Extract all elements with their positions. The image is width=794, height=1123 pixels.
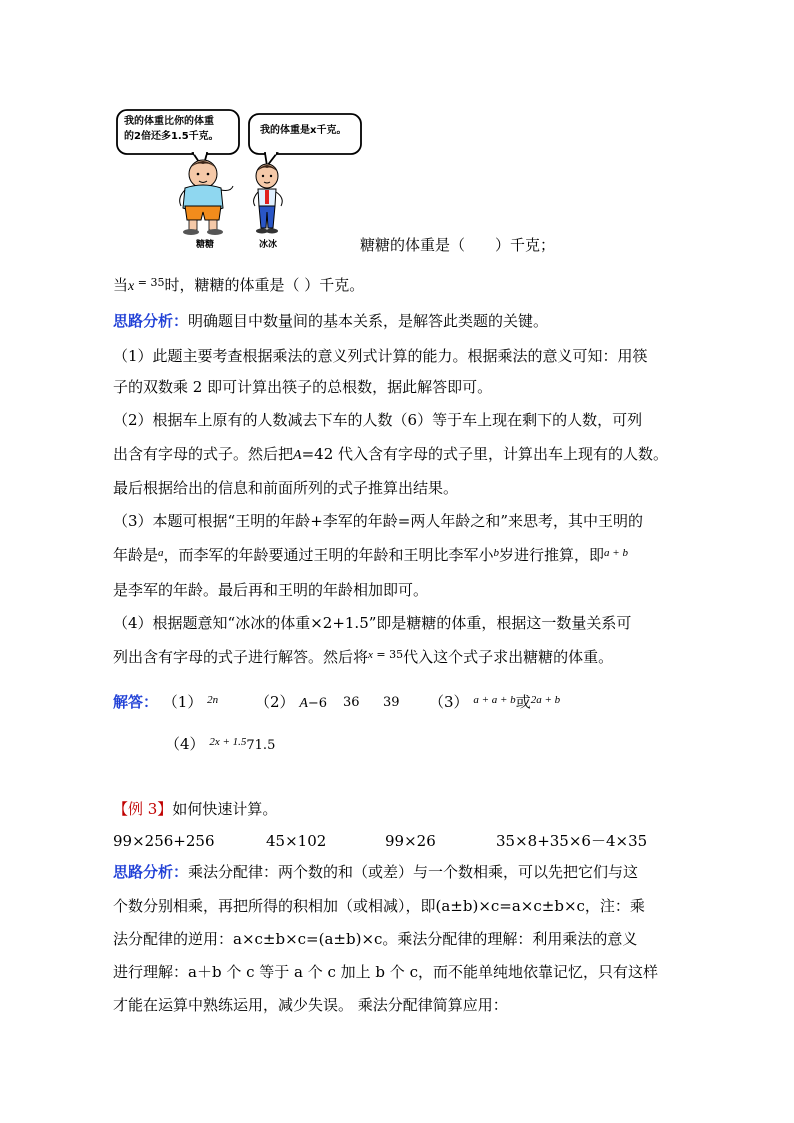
answer-2-value-2: 39 <box>383 695 400 710</box>
analysis-p3-line3: 是李军的年龄。最后再和王明的年龄相加即可。 <box>113 581 429 599</box>
analysis-heading: 思路分析：明确题目中数量间的基本关系，是解答此类题的关键。 <box>113 312 549 330</box>
example-3-analysis-line3: 法分配律的逆用：a×c±b×c=(a±b)×c。乘法分配律的理解：利用乘法的意义 <box>113 930 638 948</box>
name-label-tangtang: 糖糖 <box>196 240 215 250</box>
analysis-p1-line1: （1）此题主要考查根据乘法的意义列式计算的能力。根据乘法的意义可知：用筷 <box>113 347 648 365</box>
example-3-calc-4: 35×8+35×6－4×35 <box>496 832 648 850</box>
answer-3: （3） $^{a + a + b}$或$^{2a + b}$ <box>429 693 561 711</box>
example-3-calc-3: 99×26 <box>385 832 436 850</box>
question-line-2: 当x = $^{35}$时，糖糖的体重是（ ）千克。 <box>113 276 365 294</box>
analysis-p4-line1: （4）根据题意知“冰冰的体重×2+1.5”即是糖糖的体重，根据这一数量关系可 <box>113 614 632 632</box>
analysis-p3-line2: 年龄是$^a$，而李军的年龄要通过王明的年龄和王明比李军小$^b$岁进行推算，即$^{a + b}$ <box>113 546 628 564</box>
analysis-p4-line2: 列出含有字母的式子进行解答。然后将$^x$ = $^{35}$代入这个式子求出糖糖的体重。 <box>113 648 614 666</box>
answer-line-1: 解答： （1） $^{2n}$ <box>113 693 219 711</box>
analysis-p3-line1: （3）本题可根据“王明的年龄+李军的年龄=两人年龄之和”来思考，其中王明的 <box>113 512 644 530</box>
answer-2: （2） A−6 <box>255 693 328 711</box>
example-3-analysis-line4: 进行理解：a＋b 个 c 等于 a 个 c 加上 b 个 c，而不能单纯地依靠记忆，只有这样 <box>113 963 658 981</box>
name-label-bingbing: 冰冰 <box>259 240 278 250</box>
bubble-right-text: 我的体重是x千克。 <box>260 125 347 136</box>
example-3-calc-1: 99×256+256 <box>113 832 215 850</box>
bubble-left-text: 我的体重比你的体重 的2倍还多1.5千克。 <box>124 116 219 142</box>
boy-tangtang <box>180 160 233 235</box>
analysis-p2-line3: 最后根据给出的信息和前面所列的式子推算出结果。 <box>113 479 459 497</box>
example-3-title: 【例 3】如何快速计算。 <box>113 800 278 818</box>
example-3-analysis-line5: 才能在运算中熟练运用，减少失误。 乘法分配律简算应用： <box>113 996 508 1014</box>
analysis-p2-line1: （2）根据车上原有的人数减去下车的人数（6）等于车上现在剩下的人数，可列 <box>113 411 643 429</box>
analysis-p1-line2: 子的双数乘 2 即可计算出筷子的总根数，据此解答即可。 <box>113 378 493 396</box>
example-3-calc-2: 45×102 <box>266 832 327 850</box>
boy-bingbing <box>254 164 283 234</box>
speech-bubble-right <box>249 114 361 166</box>
answer-2-value-1: 36 <box>343 695 360 710</box>
example-3-analysis-line2: 个数分别相乘，再把所得的积相加（或相减），即(a±b)×c=a×c±b×c，注：乘 <box>113 897 645 915</box>
answer-4: （4） $^{2x + 1.5}$71.5 <box>165 735 276 753</box>
example-3-analysis-line1: 思路分析：乘法分配律：两个数的和（或差）与一个数相乘，可以先把它们与这 <box>113 863 639 881</box>
question-line-1: 糖糖的体重是（ ）千克； <box>360 236 556 254</box>
analysis-p2-line2: 出含有字母的式子。然后把A=42 代入含有字母的式子里，计算出车上现有的人数。 <box>113 445 669 463</box>
